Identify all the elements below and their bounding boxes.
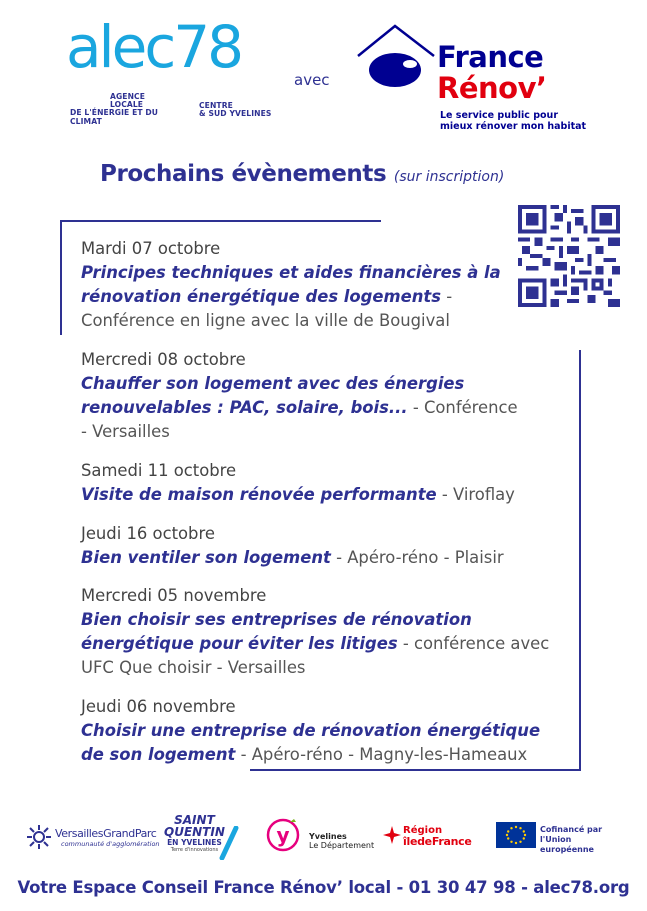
region-star-icon xyxy=(383,826,401,844)
qr-code[interactable] xyxy=(518,205,620,307)
partner-region-idf: Région îledeFrance xyxy=(403,825,472,848)
event-details: - Viroflay xyxy=(436,485,515,504)
frame-bottom-line xyxy=(250,769,581,771)
page-title-text: Prochains évènements xyxy=(100,161,387,187)
yvelines-logo-icon xyxy=(266,818,302,854)
frame-right-line xyxy=(579,350,581,770)
frame-left-line xyxy=(60,220,62,335)
event-title[interactable]: Chauffer son logement avec des énergies renouvelables : PAC, solaire, bois... xyxy=(81,374,465,417)
event-details: - Conférence - Versailles xyxy=(81,398,518,441)
event-date: Mardi 07 octobre xyxy=(81,239,221,258)
event-item xyxy=(81,237,501,333)
event-date: Mercredi 05 novembre xyxy=(81,586,267,605)
event-title[interactable]: Choisir une entreprise de rénovation énergétique de son logement xyxy=(81,721,541,764)
event-title[interactable]: Principes techniques et aides financières à la rénovation énergétique des logements xyxy=(81,263,501,306)
page-title xyxy=(100,161,504,187)
footer-contact: Votre Espace Conseil France Rénov’ local - 01 30 47 98 - alec78.org xyxy=(17,878,630,897)
event-date: Mercredi 08 octobre xyxy=(81,350,246,369)
event-title[interactable]: Visite de maison rénovée performante xyxy=(81,485,437,504)
event-item xyxy=(81,584,559,680)
event-title[interactable]: Bien ventiler son logement xyxy=(81,548,331,567)
versailles-emblem-icon xyxy=(26,824,52,850)
france-renov-title-line2: Rénov’ xyxy=(437,71,547,105)
event-item xyxy=(81,459,571,507)
frame-top-line xyxy=(60,220,381,222)
alec78-logo xyxy=(66,13,242,81)
partner-eu: Cofinancé par l'Union européenne xyxy=(540,825,603,854)
event-item xyxy=(81,522,571,570)
alec78-location: CENTRE & SUD YVELINES xyxy=(199,101,272,119)
event-date: Samedi 11 octobre xyxy=(81,461,237,480)
eu-flag-icon xyxy=(496,822,536,848)
event-item xyxy=(81,695,565,767)
event-details: - Conférence en ligne avec la ville de Bougival xyxy=(81,287,453,330)
event-date: Jeudi 06 novembre xyxy=(81,697,236,716)
event-title[interactable]: Bien choisir ses entreprises de rénovation énergétique pour éviter les litiges xyxy=(81,610,472,653)
page-title-subtitle: (sur inscription) xyxy=(393,169,505,185)
france-renov-title-line1: France xyxy=(437,40,544,74)
alec78-tagline: AGENCE LOCALE DE L'ÉNERGIE ET DU CLIMAT xyxy=(70,92,159,126)
partner-sqy: SAINT QUENTIN EN YVELINES Terre d'innovations xyxy=(164,813,225,853)
connector-text: avec xyxy=(294,71,330,89)
sqy-slash-icon xyxy=(218,826,240,860)
france-renov-tagline: Le service public pour mieux rénover mon habitat xyxy=(440,110,587,132)
partner-yvelines: Yvelines Le Département xyxy=(309,832,375,850)
france-renov-house-icon xyxy=(355,22,437,94)
event-date: Jeudi 16 octobre xyxy=(81,524,215,543)
event-details: - conférence avec UFC Que choisir - Versailles xyxy=(81,634,550,677)
event-details: - Apéro-réno - Magny-les-Hameaux xyxy=(235,745,528,764)
partner-versailles: VersaillesGrandParc communauté d'agglomération xyxy=(55,827,160,848)
event-details: - Apéro-réno - Plaisir xyxy=(330,548,504,567)
event-item xyxy=(81,348,521,444)
alec78-logo-text: alec78 xyxy=(66,13,242,81)
svg-text:y: y xyxy=(276,823,290,847)
